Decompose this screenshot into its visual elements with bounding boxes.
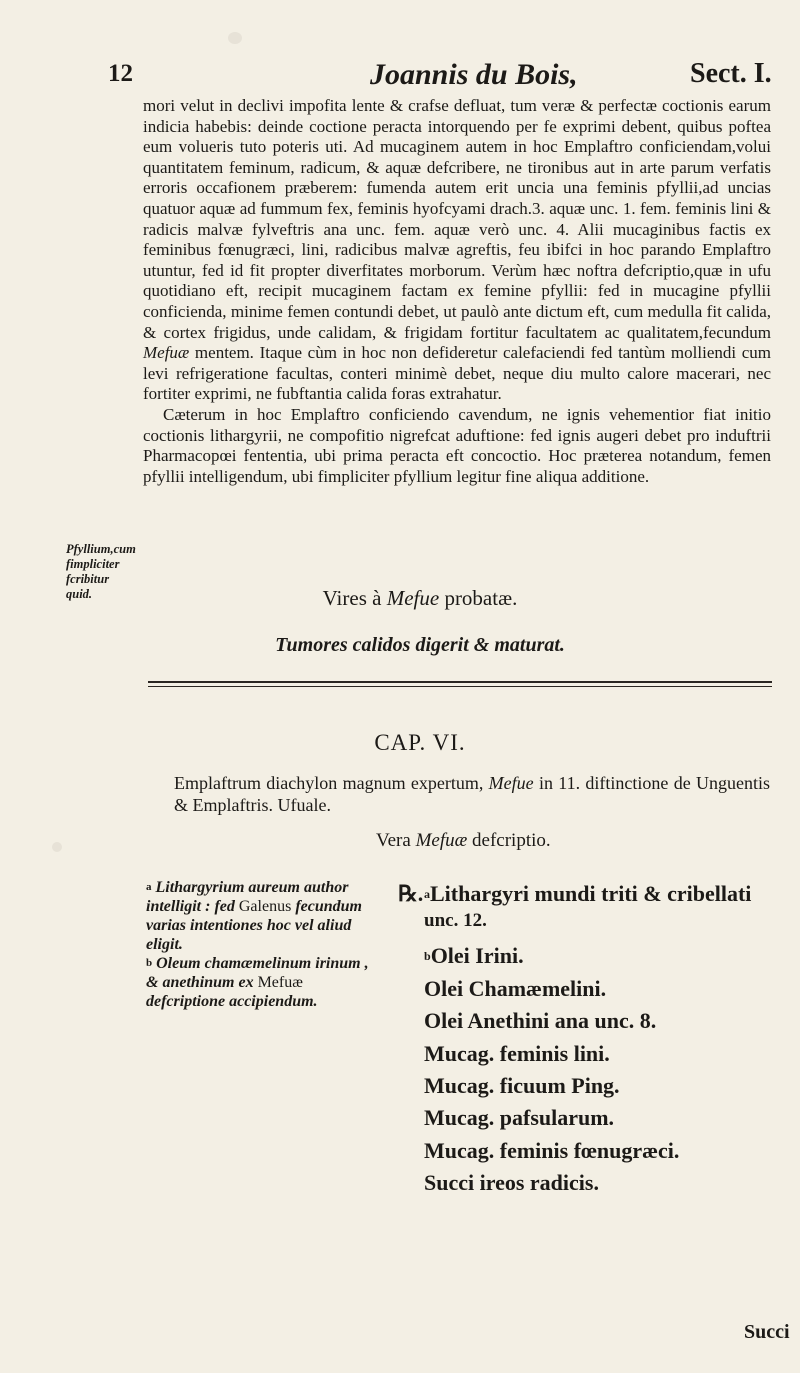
paragraph-2: Cæterum in hoc Emplaftro conficiendo cavendum, ne ignis vehementior fiat initio coctionis lithargyrii, ne compofitio nigrefcat aduftione: fed ignis augeri debet pro induftrii Pharmacopœi fententia, ubi prima peracta eft concoctio. Hoc præterea notandum, femen pfyllii intelligendum, ubi fimpliciter pfyllium legitur fine aliqua additione. xyxy=(143,404,771,486)
footnotes xyxy=(146,878,376,1011)
paragraph-1: mori velut in declivi impofita lente & crafse defluat, tum veræ & perfectæ coctionis earum indicia habebis: deinde coctione peracta intorquendo per fe exprimi debent, quibus poftea eum volueris tuto poteris uti. Ad mucaginem autem in hoc Emplaftro conficiendam,volui quantitatem feminum, radicum, & aquæ defcribere, ne tironibus aut in arte parum verfatis erroris occafionem præberem: fumenda autem erit uncia una feminis pfyllii,ad uncias quatuor aquæ ad fummum fex, feminis hyofcyami drach.3. aquæ unc. 1. fem. feminis lini & radicis malvæ fylveftris ana unc. fem. aquæ verò unc. 4. Alii mucaginibus factis ex feminibus fœnugræci, lini, radicibus malvæ agreftis, feu ibifci in hoc parando Emplaftro utuntur, fed id fit propter diverfitates morborum. Verùm hæc noftra defcriptio,quæ in ufu quotidiano eft, recipit mucaginem factam ex femine pfyllii: fed in mucagine pfyllii conficienda, minime femen contundi debet, ut paulò ante dictum eft, cum medulla fit calida, & cortex frigidus, unde calidam, & frigidam fortitur facultatem ac qualitatem,fecundum Mefuæ mentem. Itaque cùm in hoc non defideretur calefaciendi fed tantùm molliendi cum levi refrigeratione facultas, conteri minimè debet, neque diu multo calore macerari, nec fortiter exprimi, ne fubftantia calida foras extrahatur. xyxy=(143,96,771,404)
footnote-a: $^a$ Lithargyrium aureum author intelligit : fed Galenus fecundum varias intentiones hoc vel aliud eligit. xyxy=(146,879,362,953)
recipe-item: Mucag. feminis lini. xyxy=(424,1040,610,1066)
marginal-note: Pfyllium,cum fimpliciter fcribitur quid. xyxy=(66,542,136,601)
page-number: 12 xyxy=(108,60,133,87)
running-title: Joannis du Bois, xyxy=(370,58,578,91)
recipe-item: Mucag. pafsularum. xyxy=(424,1105,615,1131)
recipe-list xyxy=(398,878,788,1200)
recipe-symbol: ℞. xyxy=(398,881,424,906)
ink-spot xyxy=(228,32,242,44)
main-text xyxy=(143,96,771,487)
recipe-item: ℞.$^a$Lithargyri mundi triti & cribellati xyxy=(398,878,788,910)
catchword: Succi xyxy=(744,1321,790,1343)
author-name: Mefuæ xyxy=(143,343,190,363)
recipe-item: $^b$Olei Irini. xyxy=(424,943,524,969)
vires-heading: Vires à Mefue probatæ. xyxy=(322,586,518,610)
recipe-item: Olei Chamæmelini. xyxy=(424,975,607,1001)
footnote-b: $^b$ Oleum chamæmelinum irinum , & anethinum ex Mefuæ defcriptione accipiendum. xyxy=(146,955,369,1010)
section-rule xyxy=(148,681,772,683)
recipe-item: Olei Anethini ana unc. 8. xyxy=(424,1008,657,1034)
recipe-item: Succi ireos radicis. xyxy=(424,1170,599,1196)
section-label: Sect. I. xyxy=(690,58,772,89)
chapter-intro: Emplaftrum diachylon magnum expertum, Mefue in 11. diftinctione de Unguentis & Emplaftris. Ufuale. xyxy=(174,773,770,815)
recipe-quantity: unc. 12. xyxy=(424,910,487,932)
virtue-line: Tumores calidos digerit & maturat. xyxy=(275,634,565,656)
section-rule-thin xyxy=(148,686,772,687)
vera-descriptio: Vera Mefuæ defcriptio. xyxy=(376,830,551,851)
recipe-item: Mucag. feminis fœnugræci. xyxy=(424,1137,680,1163)
ink-spot xyxy=(52,842,62,852)
chapter-heading: CAP. VI. xyxy=(374,730,466,755)
recipe-item: Mucag. ficuum Ping. xyxy=(424,1073,620,1099)
